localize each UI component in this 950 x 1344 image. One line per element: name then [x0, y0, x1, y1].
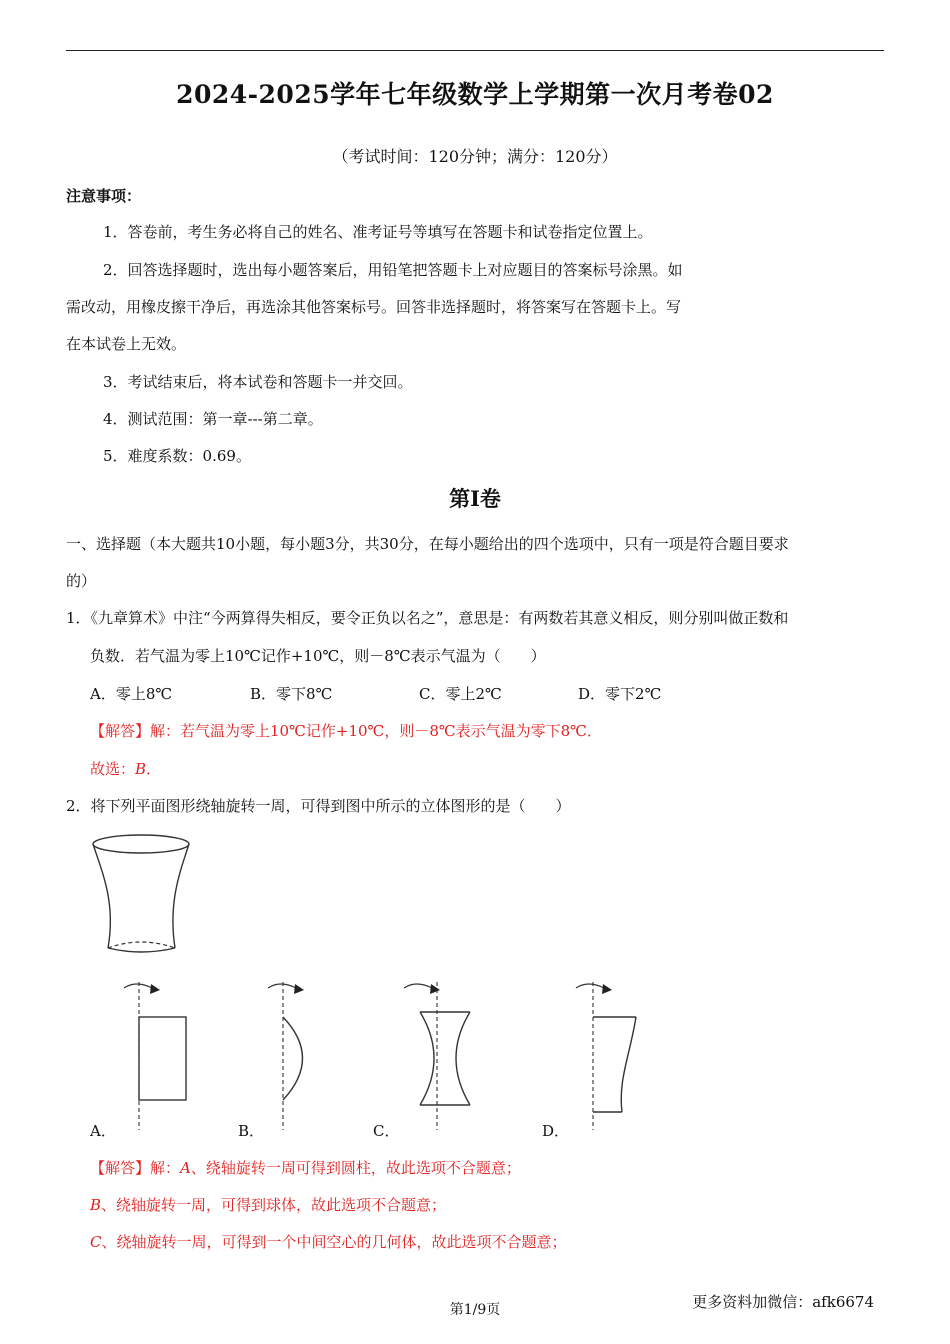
notes-item-1: 1．答卷前，考生务必将自己的姓名、准考证号等填写在答题卡和试卷指定位置上。: [103, 223, 653, 241]
q1-stem-line-2: 负数．若气温为零上10℃记作+10℃，则－8℃表示气温为（ ）: [90, 647, 546, 665]
header-rule: [66, 50, 884, 51]
q2-solution-b-text: 、绕轴旋转一周，可得到球体，故此选项不合题意；: [101, 1196, 447, 1214]
q2-solution-a: [90, 1157, 521, 1178]
q1-stem-line-1: 1．《九章算术》中注“今两算得失相反，要令正负以名之”，意思是：有两数若其意义相反，则分别叫做正数和: [66, 609, 789, 627]
q2-option-b-label: B．: [238, 1122, 265, 1140]
exam-info: （考试时间：120分钟；满分：120分）: [332, 147, 618, 166]
q2-solution-prefix: 解：: [150, 1159, 181, 1177]
q1-solution-tag: 【解答】: [90, 722, 151, 740]
q1-solution: [90, 720, 602, 741]
q2-option-d-label: D．: [542, 1122, 570, 1140]
notes-heading: 注意事项：: [66, 187, 142, 205]
notes-item-3: 3．考试结束后，将本试卷和答题卡一并交回。: [103, 373, 413, 391]
q2-solution-a-text: 、绕轴旋转一周可得到圆柱，故此选项不合题意；: [190, 1159, 521, 1177]
q2-option-c-figure: [398, 980, 488, 1130]
q2-solid-figure: [88, 832, 200, 957]
page-title: 2024-2025学年七年级数学上学期第一次月考卷02: [176, 80, 774, 109]
q1-option-d: D．零下2℃: [578, 685, 662, 703]
q2-solution-b-letter: B: [90, 1196, 102, 1214]
notes-item-5: 5．难度系数：0.69。: [103, 447, 251, 465]
q1-choice-prefix: 故选：: [90, 760, 136, 778]
page-number: 第1/9页: [449, 1302, 501, 1318]
notes-item-2-line-3: 在本试卷上无效。: [66, 335, 187, 353]
q2-solution-c-letter: C: [90, 1233, 102, 1251]
q2-option-a-figure: [118, 980, 193, 1130]
q2-option-b-figure: [262, 980, 322, 1130]
q2-solution-a-letter: A: [180, 1159, 191, 1177]
q1-choice-suffix: ．: [146, 760, 162, 778]
section-title: 第Ⅰ卷: [449, 486, 501, 511]
footer-contact: 更多资料加微信：afk6674: [692, 1293, 874, 1311]
q1-solution-text: 解：若气温为零上10℃记作+10℃，则－8℃表示气温为零下8℃．: [150, 722, 602, 740]
q1-choice: [90, 758, 161, 779]
q2-stem: 2．将下列平面图形绕轴旋转一周，可得到图中所示的立体图形的是（ ）: [66, 797, 571, 815]
q2-option-d-figure: [570, 980, 645, 1130]
notes-item-2-line-1: 2．回答选择题时，选出每小题答案后，用铅笔把答题卡上对应题目的答案标号涂黑。如: [103, 261, 683, 279]
q2-solution-c: [90, 1231, 567, 1252]
q2-solution-c-text: 、绕轴旋转一周，可得到一个中间空心的几何体，故此选项不合题意；: [101, 1233, 567, 1251]
q2-solution-tag: 【解答】: [90, 1159, 151, 1177]
q1-option-b: B．零下8℃: [250, 685, 333, 703]
section-instruction-line-2: 的）: [66, 572, 97, 590]
q1-choice-letter: B: [135, 760, 147, 778]
q1-option-a: A．零上8℃: [90, 685, 173, 703]
q2-option-a-label: A．: [90, 1122, 116, 1140]
section-instruction-line-1: 一、选择题（本大题共10小题，每小题3分，共30分，在每小题给出的四个选项中，只有一项是符合题目要求: [66, 535, 789, 553]
notes-item-2-line-2: 需改动，用橡皮擦干净后，再选涂其他答案标号。回答非选择题时，将答案写在答题卡上。写: [66, 298, 682, 316]
notes-item-4: 4．测试范围：第一章---第二章。: [103, 410, 323, 428]
q1-option-c: C．零上2℃: [419, 685, 502, 703]
q2-option-c-label: C．: [373, 1122, 400, 1140]
q2-solution-b: [90, 1194, 446, 1215]
